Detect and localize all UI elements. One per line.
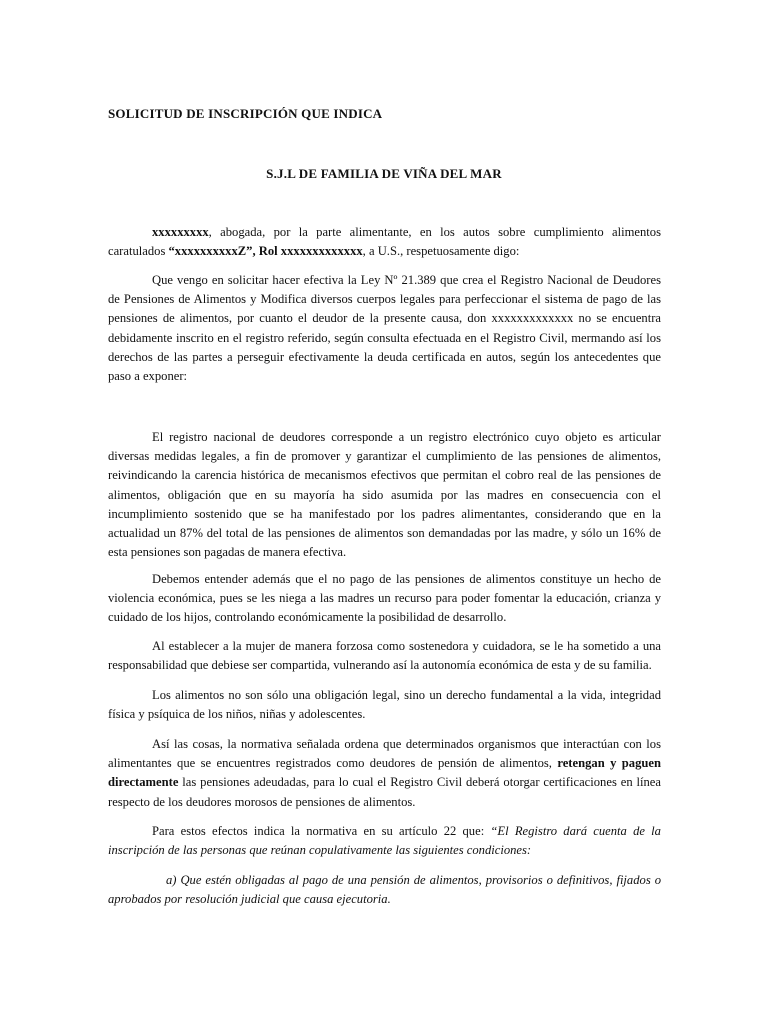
paragraph-violence: Debemos entender además que el no pago de las pensiones de alimentos constituye un hecho de violencia económica, pues se les niega a las madres un recurso para poder fomentar la educación, crianza y cuidado de los hijos, controlando económicamente la posibilidad de desarrollo.: [108, 572, 661, 625]
intro-text-1: , abogada, por la parte alimentante, en los autos sobre cumplimiento alimentos caratulados: [108, 225, 661, 259]
article-quote: “El Registro dará cuenta de la inscripción de las personas que reúnan copulativamente las siguientes condiciones:: [108, 824, 661, 858]
paragraph-intro: [108, 223, 661, 261]
attorney-name: xxxxxxxxx: [152, 225, 209, 239]
intro-text-2: , a U.S., respetuosamente digo:: [362, 244, 520, 259]
paragraph-responsibility: Al establecer a la mujer de manera forzosa como sostenedora y cuidadora, se le ha sometido a una responsabilidad que debiese ser compartida, vulnerando así la autonomía económica de esta y de su familia.: [108, 639, 661, 673]
retention-emphasis: retengan y paguen directamente: [108, 756, 661, 790]
retention-text-2: las pensiones adeudadas, para lo cual el Registro Civil deberá otorgar certificaciones en línea respecto de los deudores morosos de pensiones de alimentos.: [108, 775, 661, 809]
case-caption: “xxxxxxxxxxZ”, Rol xxxxxxxxxxxxx: [168, 244, 363, 259]
document-heading: SOLICITUD DE INSCRIPCIÓN QUE INDICA: [108, 106, 383, 121]
article-intro: Para estos efectos indica la normativa en su artículo 22 que:: [152, 824, 491, 838]
retention-text-1: Así las cosas, la normativa señalada ordena que determinados organismos que interactúan con los alimentantes que se encuentres registrados como deudores de pensión de alimentos,: [108, 737, 661, 771]
court-addressee: S.J.L DE FAMILIA DE VIÑA DEL MAR: [266, 166, 502, 181]
paragraph-condition-a: a) Que estén obligadas al pago de una pensión de alimentos, provisorios o definitivos, fijados o aprobados por resolución judicial que causa ejecutoria.: [108, 873, 661, 907]
paragraph-rights: Los alimentos no son sólo una obligación legal, sino un derecho fundamental a la vida, integridad física y psíquica de los niños, niñas y adolescentes.: [108, 688, 661, 722]
paragraph-article-22: [108, 822, 661, 860]
paragraph-retention: [108, 735, 661, 812]
paragraph-registry: El registro nacional de deudores corresponde a un registro electrónico cuyo objeto es articular diversas medidas legales, a fin de promover y garantizar el cumplimiento de las pensiones de alimentos, reivindicando la carencia histórica de mecanismos efectivos que permitan el cobro real de las pensiones de alimentos, obligación que en su mayoría ha sido asumida por las madres en consecuencia con el incumplimiento sostenido que se ha manifestado por los padres alimentantes, considerando que en la actualidad un 87% del total de las pensiones de alimentos son demandadas por las madre, y sólo un 16% de esta pensiones son pagadas de manera efectiva.: [108, 430, 661, 560]
paragraph-request: Que vengo en solicitar hacer efectiva la Ley Nº 21.389 que crea el Registro Nacional de Deudores de Pensiones de Alimentos y Modifica diversos cuerpos legales para perfeccionar el sistema de pago de las pensiones de alimentos, por cuanto el deudor de la presente causa, don xxxxxxxxxxxxx no se encuentra debidamente inscrito en el registro referido, según consulta efectuada en el Registro Civil, mermando así los derechos de las partes a perseguir efectivamente la deuda certificada en autos, según los antecedentes que paso a exponer:: [108, 273, 661, 384]
